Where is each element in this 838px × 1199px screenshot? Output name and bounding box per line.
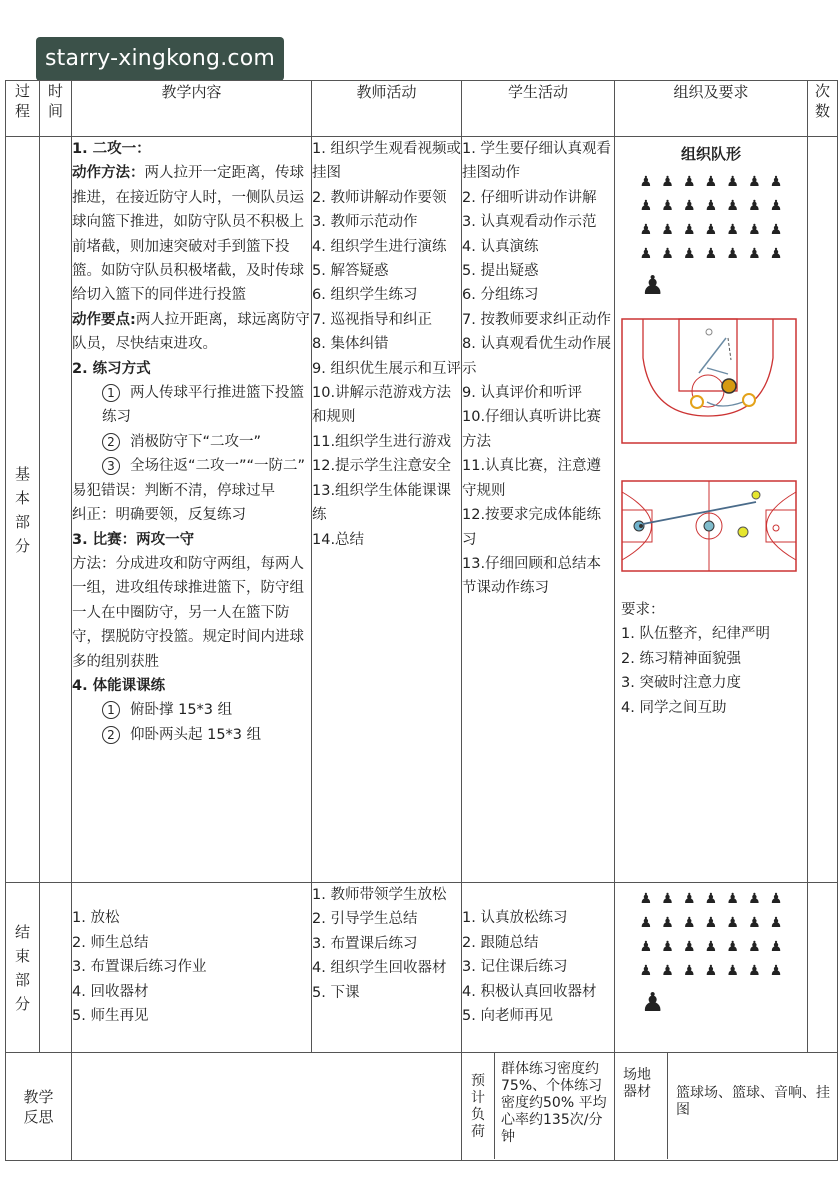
- teacher-activity: 14.总结: [312, 531, 365, 548]
- teacher-activity: 10.讲解示范游戏方法和规则: [312, 385, 452, 426]
- student-icon: ♟: [682, 198, 696, 214]
- teacher-activity: 5. 解答疑惑: [312, 263, 389, 280]
- formation-title: 组织队形: [680, 145, 741, 163]
- student-icon: ♟: [639, 939, 653, 955]
- student-icon: ♟: [682, 246, 696, 262]
- end-row: [6, 883, 838, 1053]
- end-content-item: 5. 师生再见: [72, 1008, 149, 1025]
- student-icon: ♟: [704, 198, 718, 214]
- student-icon: ♟: [748, 174, 761, 190]
- student-icon: ♟: [748, 222, 761, 238]
- end-label: 结束部分: [6, 883, 40, 1053]
- student-icon: ♟: [704, 891, 718, 907]
- requirement-item: 2. 练习精神面貌强: [621, 650, 741, 667]
- student-icon: ♟: [639, 198, 653, 214]
- end-teacher-item: 5. 下课: [312, 984, 360, 1001]
- exercise-1: 1 两人传球平行推进篮下投篮练习: [102, 385, 304, 426]
- lesson-plan-table: [5, 80, 838, 1161]
- teacher-activity: 12.提示学生注意安全: [312, 458, 452, 475]
- basic-teacher: [312, 137, 462, 883]
- load-text: 群体练习密度约75%、个体练习密度约50% 平均心率约135次/分钟: [501, 1061, 607, 1145]
- content-title-3: 3. 比赛：两攻一守: [72, 531, 195, 548]
- teacher-activity: 8. 集体纠错: [312, 336, 389, 353]
- student-icon: ♟: [639, 891, 653, 907]
- student-icon: ♟: [639, 915, 653, 931]
- student-activity: 8. 认真观看优生动作展示: [462, 336, 611, 377]
- student-activity: 10.仔细认真听讲比赛方法: [462, 409, 602, 450]
- student-icon: ♟: [726, 915, 739, 931]
- student-icon: ♟: [769, 222, 783, 238]
- student-icon: ♟: [769, 246, 783, 262]
- end-student-item: 4. 积极认真回收器材: [462, 983, 597, 1000]
- student-activity: 1. 学生要仔细认真观看挂图动作: [462, 141, 611, 182]
- student-icon: ♟: [769, 891, 783, 907]
- student-icon: ♟: [682, 174, 696, 190]
- content-key: 动作要点:两人拉开距离，球远离防守队员，尽快结束进攻。: [72, 311, 310, 353]
- end-teacher: [312, 883, 462, 1053]
- student-icon: ♟: [639, 963, 653, 979]
- student-icon: ♟: [661, 222, 674, 238]
- teacher-activity: 11.组织学生进行游戏: [312, 433, 452, 450]
- correction: 纠正：明确要领，反复练习: [72, 507, 246, 524]
- site-label: 场地器材: [615, 1053, 668, 1159]
- header-times: 次数: [808, 81, 838, 137]
- student-icon: ♟: [726, 222, 739, 238]
- student-activity: 11.认真比赛，注意遵守规则: [462, 458, 602, 499]
- student-icon: ♟: [748, 891, 761, 907]
- end-student-item: 3. 记住课后练习: [462, 959, 568, 976]
- site-cell: [615, 1053, 838, 1161]
- student-icon: ♟: [726, 198, 739, 214]
- end-content-item: 3. 布置课后练习作业: [72, 959, 207, 976]
- end-student-item: 2. 跟随总结: [462, 934, 539, 951]
- load-label: 预计负荷: [462, 1053, 495, 1159]
- student-activity: 13.仔细回顾和总结本节课动作练习: [462, 555, 602, 597]
- student-icon: ♟: [769, 939, 783, 955]
- teacher-icon: ♟: [641, 271, 665, 301]
- student-activity: 5. 提出疑惑: [462, 263, 539, 280]
- student-icon: ♟: [726, 939, 739, 955]
- student-icon: ♟: [682, 963, 696, 979]
- content-title-2: 2. 练习方式: [72, 360, 151, 377]
- end-times: [808, 883, 838, 1053]
- student-icon: ♟: [639, 246, 653, 262]
- basic-label: 基本部分: [6, 137, 40, 883]
- student-icon: ♟: [682, 222, 696, 238]
- student-icon: ♟: [748, 246, 761, 262]
- site-text: 篮球场、篮球、音响、挂图: [676, 1085, 830, 1118]
- student-icon: ♟: [748, 198, 761, 214]
- end-content-item: 2. 师生总结: [72, 934, 149, 951]
- teacher-icon: ♟: [641, 988, 665, 1018]
- end-content-item: 1. 放松: [72, 910, 120, 927]
- fitness-1: 1 俯卧撑 15*3 组: [72, 698, 311, 722]
- reflection-label: 教学反思: [6, 1053, 72, 1161]
- end-org: [615, 883, 808, 1053]
- basic-student: [462, 137, 615, 883]
- full-court-diagram: [621, 480, 797, 572]
- end-content: [72, 883, 312, 1053]
- load-cell: [462, 1053, 615, 1161]
- end-teacher-item: 1. 教师带领学生放松: [312, 887, 447, 903]
- end-teacher-item: 3. 布置课后练习: [312, 935, 418, 952]
- teacher-activity: 7. 巡视指导和纠正: [312, 311, 432, 328]
- teacher-activity: 3. 教师示范动作: [312, 214, 418, 231]
- reflection-content: [72, 1053, 462, 1161]
- student-icon: ♟: [704, 963, 718, 979]
- fitness-2: 2 仰卧两头起 15*3 组: [72, 723, 311, 747]
- header-teacher: 教师活动: [312, 81, 462, 137]
- requirement-item: 1. 队伍整齐，纪律严明: [621, 626, 770, 643]
- student-icon: ♟: [769, 198, 783, 214]
- student-icon: ♟: [661, 939, 674, 955]
- student-icon: ♟: [748, 939, 761, 955]
- student-icon: ♟: [661, 174, 674, 190]
- student-icon: ♟: [661, 246, 674, 262]
- requirement-item: 4. 同学之间互助: [621, 699, 727, 716]
- student-icon: ♟: [704, 174, 718, 190]
- student-activity: 12.按要求完成体能练习: [462, 507, 602, 548]
- student-icon: ♟: [704, 246, 718, 262]
- exercise-2: 2 消极防守下“二攻一”: [72, 430, 311, 454]
- student-icon: ♟: [682, 915, 696, 931]
- requirement-item: 3. 突破时注意力度: [621, 675, 741, 692]
- student-icon: ♟: [726, 963, 739, 979]
- student-icon: ♟: [682, 939, 696, 955]
- teacher-activity: 6. 组织学生练习: [312, 287, 418, 304]
- basic-org: [615, 137, 808, 883]
- student-icon: ♟: [769, 915, 783, 931]
- footer-row: [6, 1053, 838, 1161]
- header-time: 时间: [40, 81, 72, 137]
- student-icon: ♟: [769, 174, 783, 190]
- student-icon: ♟: [661, 915, 674, 931]
- requirements-label: 要求：: [621, 602, 665, 618]
- end-content-item: 4. 回收器材: [72, 983, 149, 1000]
- end-time: [40, 883, 72, 1053]
- student-icon: ♟: [748, 963, 761, 979]
- header-process: 过程: [6, 81, 40, 137]
- end-student-item: 5. 向老师再见: [462, 1008, 553, 1025]
- content-title-4: 4. 体能课课练: [72, 677, 166, 694]
- teacher-activity: 2. 教师讲解动作要领: [312, 189, 447, 206]
- teacher-activity: 13.组织学生体能课课练: [312, 482, 452, 524]
- header-student: 学生活动: [462, 81, 615, 137]
- student-icon: ♟: [748, 915, 761, 931]
- student-icon: ♟: [661, 198, 674, 214]
- end-teacher-item: 4. 组织学生回收器材: [312, 960, 447, 977]
- exercise-3: 3 全场往返“二攻一”“一防二”: [72, 454, 311, 478]
- student-icon: ♟: [661, 891, 674, 907]
- student-activity: 3. 认真观看动作示范: [462, 214, 597, 231]
- common-error: 易犯错误：判断不清，停球过早: [72, 482, 275, 499]
- basic-row: [6, 137, 838, 883]
- student-icon: ♟: [682, 891, 696, 907]
- watermark: starry-xingkong.com: [36, 37, 284, 81]
- basic-content: [72, 137, 312, 883]
- basic-time: [40, 137, 72, 883]
- half-court-diagram: [621, 318, 797, 444]
- student-icon: ♟: [661, 963, 674, 979]
- header-content: 教学内容: [72, 81, 312, 137]
- teacher-activity: 4. 组织学生进行演练: [312, 238, 447, 255]
- student-icon: ♟: [704, 939, 718, 955]
- student-activity: 4. 认真演练: [462, 238, 539, 255]
- teacher-activity: 9. 组织优生展示和互评: [312, 360, 461, 377]
- student-icon: ♟: [726, 246, 739, 262]
- student-activity: 7. 按教师要求纠正动作: [462, 311, 611, 328]
- end-student: [462, 883, 615, 1053]
- end-teacher-item: 2. 引导学生总结: [312, 911, 418, 928]
- student-icon: ♟: [769, 963, 783, 979]
- content-title-1: 1. 二攻一：: [72, 141, 151, 157]
- student-activity: 2. 仔细听讲动作讲解: [462, 189, 597, 206]
- header-row: [6, 81, 838, 137]
- student-activity: 6. 分组练习: [462, 287, 539, 304]
- student-icon: ♟: [726, 891, 739, 907]
- game-method: 方法：分成进攻和防守两组，每两人一组，进攻组传球推进篮下，防守组一人在中圈防守，另一人在篮下防守，摆脱防守投篮。规定时间内进球多的组别获胜: [72, 555, 304, 670]
- formation-grid: [621, 170, 801, 306]
- header-org: 组织及要求: [615, 81, 808, 137]
- student-icon: ♟: [704, 222, 718, 238]
- basic-times: [808, 137, 838, 883]
- content-method: 动作方法：两人拉开一定距离，传球推进，在接近防守人时，一侧队员运球向篮下推进，如防守队员不积极上前堵截，则加速突破对手到篮下投篮。如防守队员积极堵截，及时传球给切入篮下的同伴进行投篮: [72, 165, 304, 304]
- student-activity: 9. 认真评价和听评: [462, 385, 582, 402]
- end-student-item: 1. 认真放松练习: [462, 910, 568, 927]
- student-icon: ♟: [639, 222, 653, 238]
- teacher-activity: 1. 组织学生观看视频或挂图: [312, 141, 461, 182]
- student-icon: ♟: [704, 915, 718, 931]
- student-icon: ♟: [726, 174, 739, 190]
- student-icon: ♟: [639, 174, 653, 190]
